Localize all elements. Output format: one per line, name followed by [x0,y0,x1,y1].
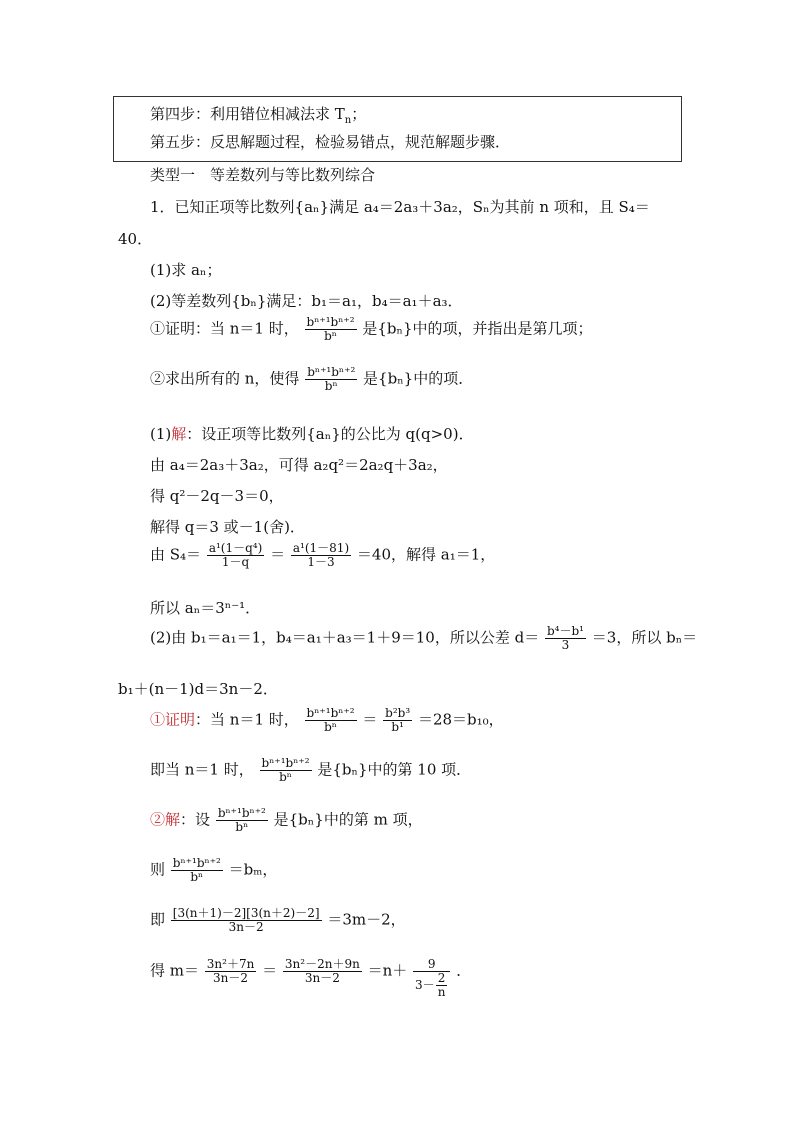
solution-2-line1: (2)由 b₁＝a₁＝1，b₄＝a₁＋a₃＝1＋9＝10，所以公差 d＝ $\frac{\text{b⁴－b¹}}{3}$ ＝3，所以 bₙ＝ [150,624,698,653]
solution-1-line5: 由 S₄＝ $\frac{\text{a¹(1－q⁴)}}{1-q}$ ＝ $\frac{\text{a¹(1－81)}}{1-3}$ ＝40，解得 a₁＝1， [150,541,496,570]
part-2b-line3: 即 $\frac{[3(n+1)-2][3(n+2)-2]}{3n-2}$ ＝3m－2， [150,906,406,935]
fraction-bb: $\frac{\text{bⁿ⁺¹bⁿ⁺²}}{\text{bⁿ}}$ [307,365,356,394]
part-2b-line4: 得 m＝ $\frac{\text{3n²＋7n}}{3n-2}$ ＝ $\frac{\text{3n²－2n＋9n}}{3n-2}$ ＝n＋ 9 3－ $\frac{2}{n}$ ． [150,957,472,1000]
question-1: (1)求 aₙ； [150,261,222,279]
fraction-bb: $\frac{\text{bⁿ⁺¹bⁿ⁺²}}{\text{bⁿ}}$ [261,756,310,785]
fraction-2-over-n: $\frac{2}{n}$ [437,971,446,1000]
solution-1-line3: 得 q²－2q－3＝0， [150,487,284,505]
problem-line1: 1．已知正项等比数列{aₙ}满足 a₄＝2a₃＋3a₂，Sₙ为其前 n 项和，且 S₄＝ [150,198,650,216]
part-2b-line1: ②解：设 $\frac{\text{bⁿ⁺¹bⁿ⁺²}}{\text{bⁿ}}$ 是{bₙ}中的第 m 项， [150,806,423,835]
fraction-bb: $\frac{\text{bⁿ⁺¹bⁿ⁺²}}{\text{bⁿ}}$ [306,315,355,344]
box-step5: 第五步：反思解题过程，检验易错点，规范解题步骤． [150,133,511,151]
fraction-b2b3: $\frac{\text{b²b³}}{\text{b¹}}$ [385,706,411,735]
proof-line2: 即当 n＝1 时， $\frac{\text{bⁿ⁺¹bⁿ⁺²}}{\text{bⁿ}}$ 是{bₙ}中的第 10 项． [150,756,472,785]
fraction-s4-b: $\frac{\text{a¹(1－81)}}{1-3}$ [292,541,350,570]
solution-1-line1: (1)解：设正项等比数列{aₙ}的公比为 q(q>0)． [150,425,474,443]
fraction-d: $\frac{\text{b⁴－b¹}}{3}$ [547,624,584,653]
fraction-bb: $\frac{\text{bⁿ⁺¹bⁿ⁺²}}{\text{bⁿ}}$ [217,806,266,835]
problem-line2: 40． [118,230,153,248]
fraction-s4-a: $\frac{\text{a¹(1－q⁴)}}{1-q}$ [208,541,263,570]
fraction-bb: $\frac{\text{bⁿ⁺¹bⁿ⁺²}}{\text{bⁿ}}$ [172,856,221,885]
part-2b-line2: 则 $\frac{\text{bⁿ⁺¹bⁿ⁺²}}{\text{bⁿ}}$ ＝bₘ， [150,856,278,885]
fraction-m-b: $\frac{\text{3n²－2n＋9n}}{3n-2}$ [284,957,360,986]
section-heading: 类型一 等差数列与等比数列综合 [150,166,376,184]
fraction-m-a: $\frac{\text{3n²＋7n}}{3n-2}$ [206,957,255,986]
solution-1-line6: 所以 aₙ＝3ⁿ⁻¹． [150,599,261,617]
solution-2-line2: b₁＋(n－1)d＝3n－2． [118,680,278,698]
question-2: (2)等差数列{bₙ}满足：b₁＝a₁，b₄＝a₁＋a₃． [150,292,463,310]
question-2a: ①证明：当 n＝1 时， $\frac{\text{bⁿ⁺¹bⁿ⁺²}}{\text{bⁿ}}$ 是{bₙ}中的项，并指出是第几项； [150,315,593,344]
proof-line1: ①证明：当 n＝1 时， $\frac{\text{bⁿ⁺¹bⁿ⁺²}}{\text{bⁿ}}$ ＝ $\frac{\text{b²b³}}{\text{b¹}}$ ＝28＝b₁₀， [150,706,504,735]
solution-1-line4: 解得 q＝3 或－1(舍)． [150,518,305,536]
fraction-m-c: 9 3－ $\frac{2}{n}$ [413,958,450,1000]
box-step4: 第四步：利用错位相减法求 $T_n$； [150,105,367,126]
fraction-bb: $\frac{\text{bⁿ⁺¹bⁿ⁺²}}{\text{bⁿ}}$ [306,706,355,735]
fraction-product: $\frac{[3(n+1)-2][3(n+2)-2]}{3n-2}$ [172,906,320,935]
question-2b: ②求出所有的 n，使得 $\frac{\text{bⁿ⁺¹bⁿ⁺²}}{\text{bⁿ}}$ 是{bₙ}中的项． [150,365,474,394]
solution-1-line2: 由 a₄＝2a₃＋3a₂，可得 a₂q²＝2a₂q＋3a₂， [150,456,448,474]
